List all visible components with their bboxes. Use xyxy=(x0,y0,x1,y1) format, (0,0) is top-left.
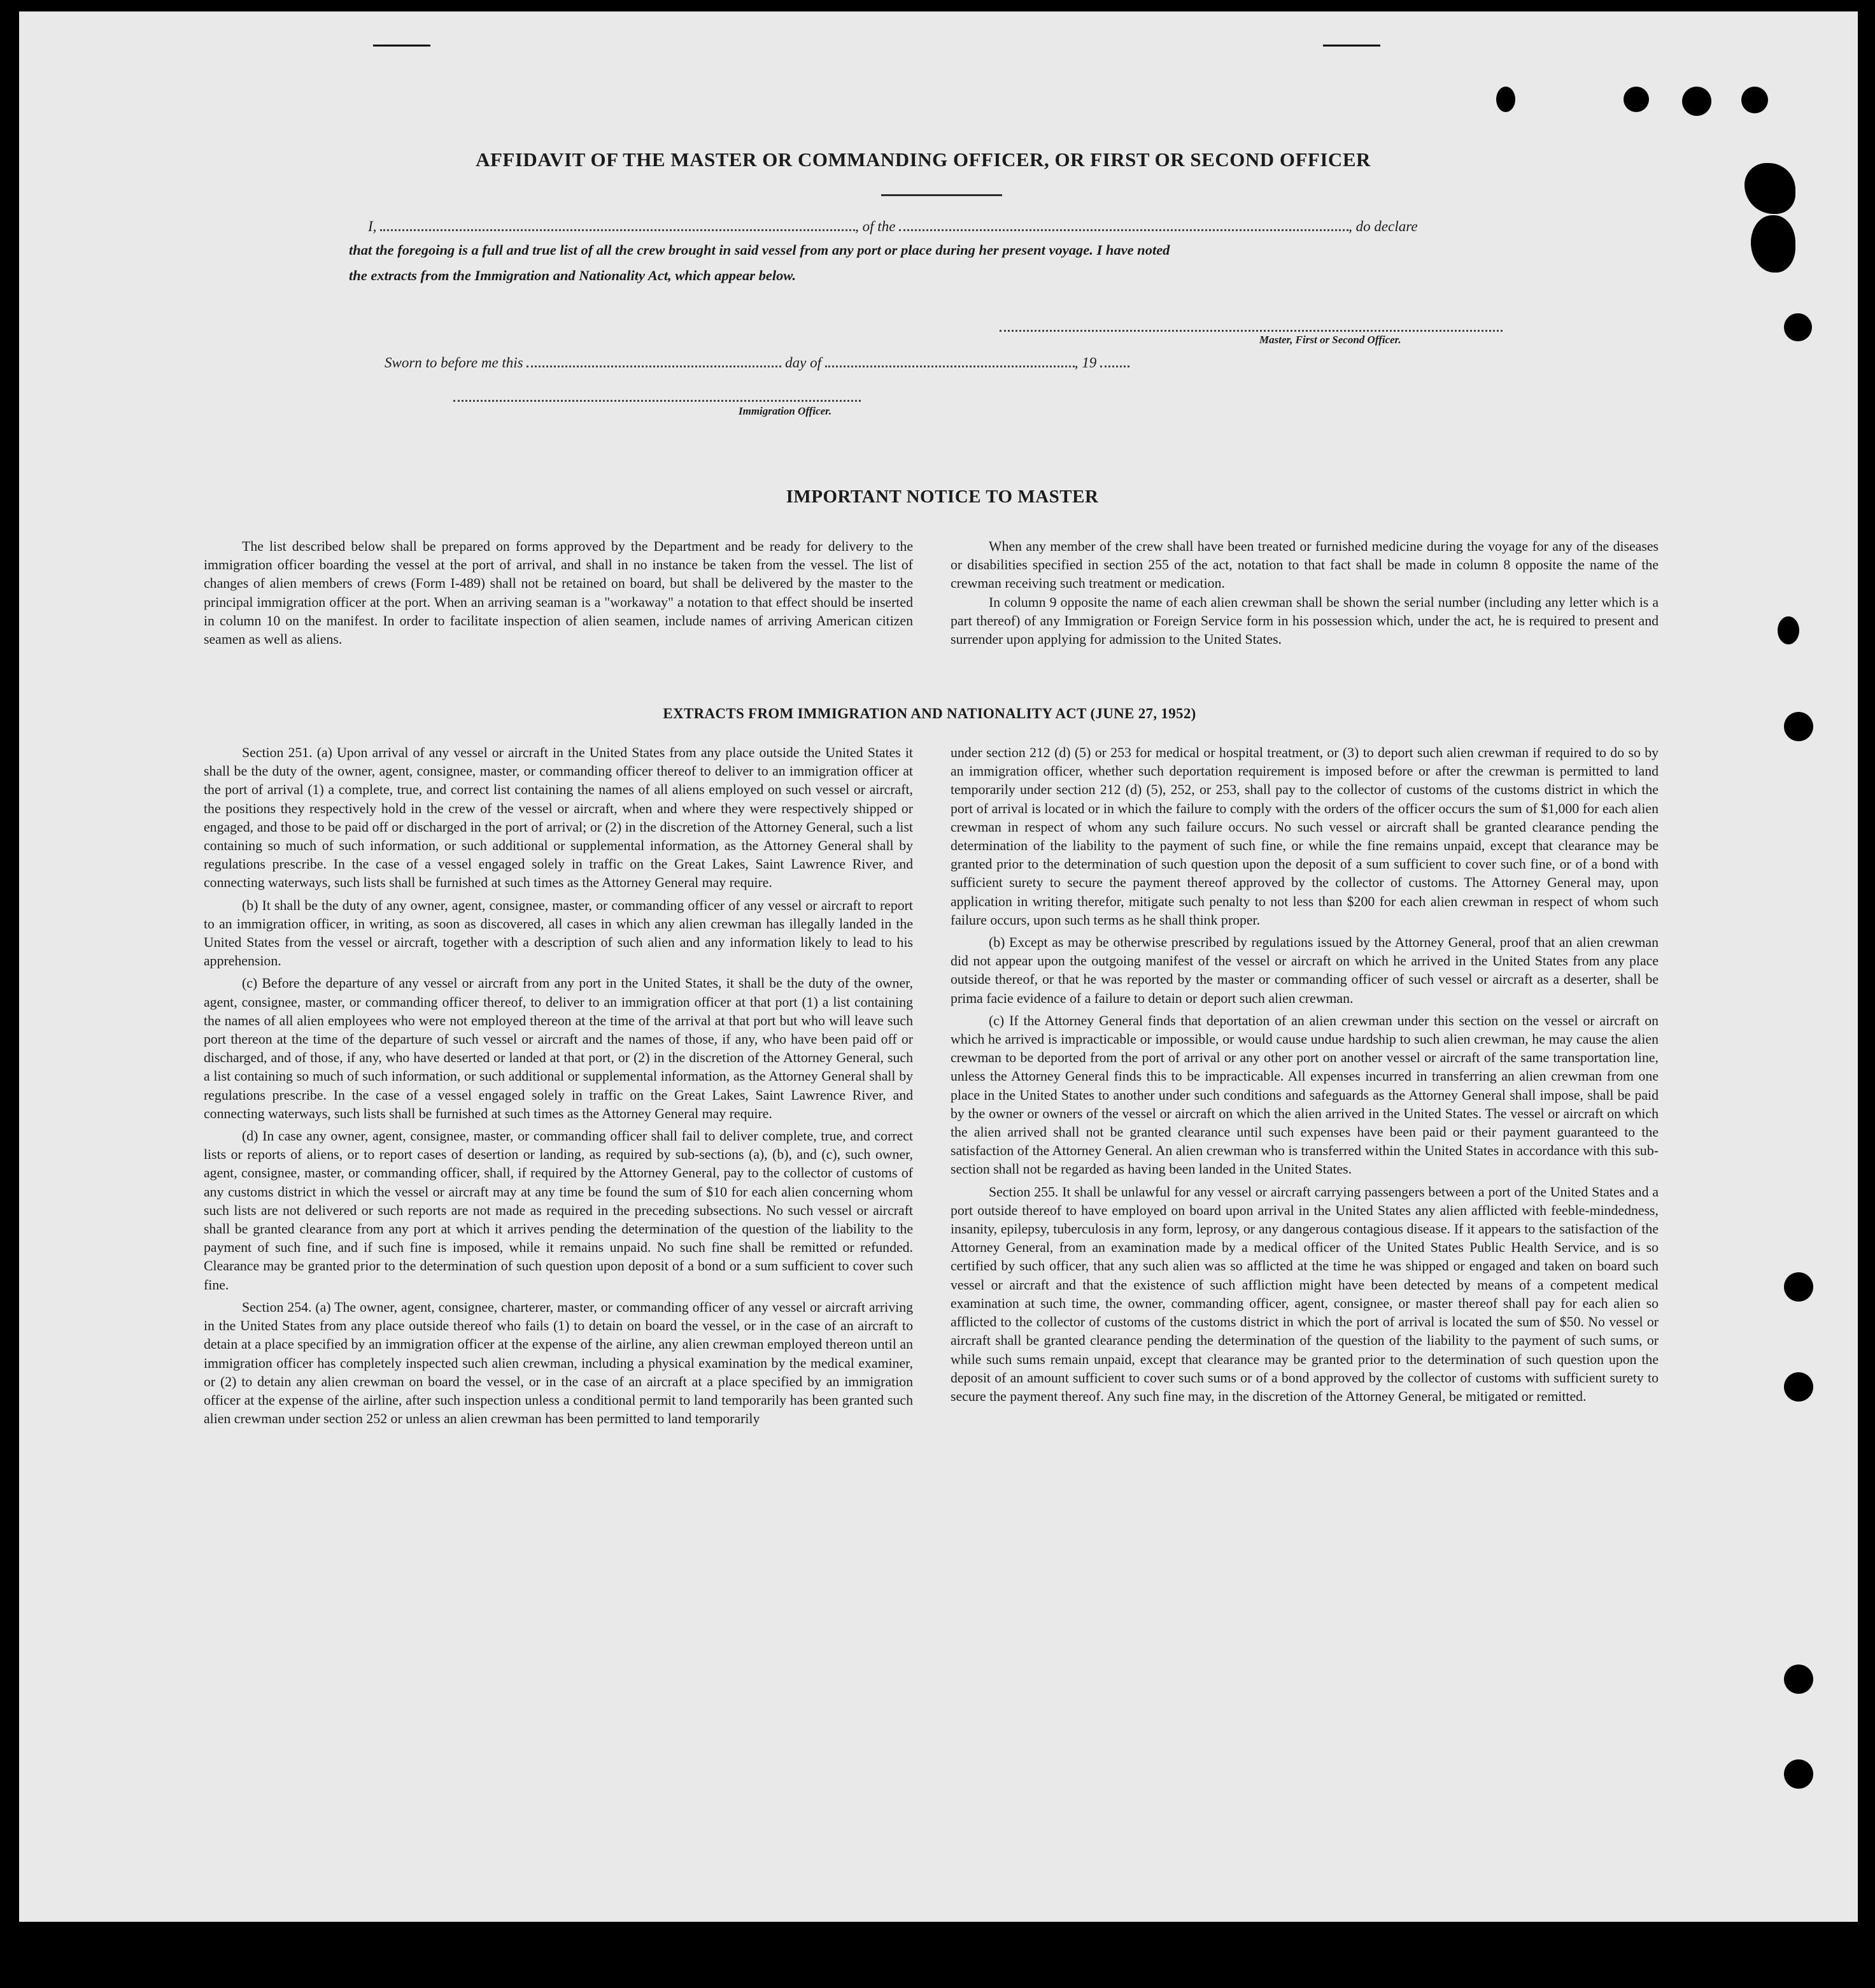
notice-left-paragraph: The list described below shall be prepared on forms approved by the Department and be ready for delivery to the immigration officer boarding the vessel at the port of arrival, and shall in no instance be taken from the vessel. The list of changes of alien members of crews (Form I-489) shall not be retained on board, but shall be delivered by the master to the principal immigration officer at the port. When an arriving seaman is a "workaway" a notation to that effect should be inserted in column 10 on the manifest. In order to facilitate inspection of alien seamen, include names of arriving American citizen seamen as well as aliens. xyxy=(204,539,913,648)
binder-hole xyxy=(1682,87,1711,116)
affidavit-title: AFFIDAVIT OF THE MASTER OR COMMANDING OFFICER, OR FIRST OR SECOND OFFICER xyxy=(476,148,1371,171)
year-prefix: , 19 xyxy=(1074,355,1097,371)
section-251-b: (b) It shall be the duty of any owner, agent, consignee, master, or commanding officer of any vessel or aircraft to report to an immigration officer, in writing, as soon as discovered, all cases in which any alien crewman has illegally landed in the United States from the vessel or aircraft, together with a description of such alien and any information likely to lead to his apprehension. xyxy=(204,897,913,969)
vessel-prefix: , of the xyxy=(855,218,896,234)
notice-heading: IMPORTANT NOTICE TO MASTER xyxy=(786,486,1099,507)
section-254-b: (b) Except as may be otherwise prescribed by regulations issued by the Attorney General, proof that an alien crewman did not appear upon the outgoing manifest of the vessel or aircraft on which he arrived in the United States from any place outside thereof, or that he was reported by the master or commanding officer of such vessel or aircraft as a deserter, shall be prima facie evidence of a failure to detain or deport such alien crewman. xyxy=(951,935,1659,1006)
sworn-prefix: Sworn to before me this xyxy=(385,355,523,371)
scan-mark xyxy=(373,45,430,46)
declare-suffix: , do declare xyxy=(1348,218,1418,234)
binder-hole xyxy=(1784,1759,1813,1789)
binder-hole xyxy=(1784,1665,1813,1694)
extracts-left-column xyxy=(204,744,913,1432)
declaration-text-2: the extracts from the Immigration and Nationality Act, which appear below. xyxy=(349,267,796,283)
notice-right-column xyxy=(951,537,1659,649)
extracts-right-column xyxy=(951,744,1659,1410)
section-251-d: (d) In case any owner, agent, consignee, master, or commanding officer shall fail to deliver complete, true, and correct lists or reports of aliens, or to report cases of desertion or landing, as required by sub-sections (a), (b), and (c), such owner, agent, consignee, master, or commanding officer, shall, if required by the Attorney General, pay to the collector of customs of any customs district in which the vessel or aircraft may at any time be found the sum of $10 for each alien concerning whom such lists are not delivered or such reports are not made as required in the preceding subsections. No such vessel or aircraft shall be granted clearance from any port at which it arrives pending the determination of the question of the liability to the payment of such fine, and if such fine is imposed, while it remains unpaid. No such fine shall be remitted or refunded. Clearance may be granted prior to the determination of such question upon deposit of a bond or a sum sufficient to cover such fine. xyxy=(204,1128,913,1293)
notice-left-column xyxy=(204,537,913,649)
binder-hole xyxy=(1741,87,1768,113)
declaration-line xyxy=(368,215,1418,235)
binder-hole xyxy=(1784,313,1812,341)
document-page xyxy=(19,11,1858,1922)
section-254-c: (c) If the Attorney General finds that deportation of an alien crewman under this section on the vessel or aircraft on which he arrived is impracticable or impossible, or would cause undue hardship to such alien crewman, he may cause the alien crewman to be deported from the port of arrival or any other port on another vessel or aircraft of the same transportation line, unless the Attorney General finds this to be impracticable. All expenses incurred in transferring an alien crewman from one place in the United States to another under such conditions and safeguards as the Attorney General shall impose, shall be paid by the owner or owners of the vessel or aircraft on which the alien arrived in the United States. The vessel or aircraft on which the alien arrived shall not be granted clearance until such expenses have been paid or their payment guaranteed to the satisfaction of the Attorney General. An alien crewman who is transferred within the United States in accordance with this sub-section shall not be regarded as having been landed in the United States. xyxy=(951,1012,1659,1177)
binder-hole xyxy=(1784,1372,1813,1402)
declaration-text-1: that the foregoing is a full and true list of all the crew brought in said vessel from any port or place during her present voyage. I have noted xyxy=(349,242,1170,258)
master-caption: Master, First or Second Officer. xyxy=(1259,334,1401,346)
section-251-c: (c) Before the departure of any vessel or aircraft from any port in the United States, it shall be the duty of the owner, agent, consignee, master, or commanding officer thereof, to deliver to an immigration officer at that port (1) a list containing the names of all alien employees who were not employed thereon at the time of the arrival at that port but who will leave such port thereon at the time of the departure of such vessel or aircraft and the names of those, if any, who have been paid off or discharged, and of those, if any, who have deserted or landed at that port, or (2) in the discretion of the Attorney General, such a list containing so much of such information, or such additional or supplemental information, as the Attorney General shall by regulations prescribe. In the case of a vessel engaged solely in traffic on the Great Lakes, Saint Lawrence River, and connecting waterways, such lists shall be furnished at such times as the Attorney General may require. xyxy=(204,976,913,1121)
title-rule xyxy=(881,194,1002,196)
notice-right-paragraph-1: When any member of the crew shall have been treated or furnished medicine during the voyage for any of the diseases or disabilities specified in section 255 of the act, notation to that fact shall be made in column 8 opposite the name of the crewman receiving such treatment or medication. xyxy=(951,539,1659,592)
section-254-a-continued: under section 212 (d) (5) or 253 for medical or hospital treatment, or (3) to deport such alien crewman if required to do so by an immigration officer, whether such deportation requirement is imposed before or after the crewman is permitted to land temporarily under section 212 (d) (5), 252, or 253, shall pay to the collector of customs of the customs district in which the port of arrival is located or in which the failure to comply with the orders of the officer occurs the sum of $1,000 for each alien crewman in respect of whom any such failure occurs. No such vessel or aircraft shall be granted clearance pending the determination of the liability to the payment of such fine, or while the fine remains unpaid, except that clearance may be granted prior to the determination of such question upon the deposit of a sum sufficient to cover such fine, or of a bond with sufficient surety to secure the payment thereof approved by the collector of customs. The Attorney General may, upon application in writing therefor, mitigate such penalty to not less than $200 for each alien crewman in respect of whom such failure occurs, upon such terms as he shall think proper. xyxy=(951,745,1659,928)
declarant-prefix: I, xyxy=(368,218,377,234)
day-of-label: day of xyxy=(785,355,821,371)
sworn-month-field[interactable] xyxy=(825,351,1075,367)
scan-mark xyxy=(1323,45,1380,46)
binder-hole xyxy=(1784,712,1813,741)
binder-hole xyxy=(1744,163,1795,214)
extracts-heading: EXTRACTS FROM IMMIGRATION AND NATIONALITY ACT (JUNE 27, 1952) xyxy=(663,706,1196,721)
declarant-name-field[interactable] xyxy=(380,215,855,231)
binder-hole xyxy=(1778,616,1799,644)
vessel-name-field[interactable] xyxy=(899,215,1348,231)
binder-hole xyxy=(1751,215,1795,273)
binder-hole xyxy=(1784,1272,1813,1302)
sworn-line xyxy=(385,351,1129,371)
immigration-officer-signature-line[interactable] xyxy=(453,399,861,402)
section-251-a: Section 251. (a) Upon arrival of any vessel or aircraft in the United States from any place outside the United States it shall be the duty of the owner, agent, consignee, master, or commanding officer thereof to deliver to an immigration officer at the port of arrival (1) a complete, true, and correct list containing the names of all aliens employed on such vessel or aircraft, the positions they respectively hold in the crew of the vessel or aircraft, when and where they were respectively shipped or engaged, and those to be paid off or discharged in the port of arrival; or (2) in the discretion of the Attorney General, such a list containing so much of such information, or such additional or supplemental information, as the Attorney General shall by regulations prescribe. In the case of a vessel engaged solely in traffic on the Great Lakes, Saint Lawrence River, and connecting waterways, such lists shall be furnished at such times as the Attorney General may require. xyxy=(204,745,913,891)
master-signature-line[interactable] xyxy=(1000,329,1503,332)
officer-caption: Immigration Officer. xyxy=(739,405,832,417)
binder-hole xyxy=(1624,87,1649,112)
notice-right-paragraph-2: In column 9 opposite the name of each alien crewman shall be shown the serial number (including any letter which is a part thereof) of any Immigration or Foreign Service form in his possession which, under the act, he is required to present and surrender upon applying for admission to the United States. xyxy=(951,594,1659,648)
sworn-year-field[interactable] xyxy=(1100,351,1129,367)
section-254-a: Section 254. (a) The owner, agent, consignee, charterer, master, or commanding officer of any vessel or aircraft arriving in the United States from any place outside thereof who fails (1) to detain on board the vessel, or in the case of an aircraft to detain at a place specified by an immigration officer at the expense of the airline, any alien crewman employed thereon until an immigration officer has completely inspected such alien crewman, including a physical examination by the medical examiner, or (2) to detain any alien crewman on board the vessel, or in the case of an aircraft at a place specified by an immigration officer at the expense of the airline, after such inspection unless a conditional permit to land temporarily has been granted such alien crewman under section 252 or unless an alien crewman has been permitted to land temporarily xyxy=(204,1299,913,1427)
binder-hole xyxy=(1496,87,1515,112)
section-255: Section 255. It shall be unlawful for any vessel or aircraft carrying passengers between a port of the United States and a port outside thereof to have employed on board upon arrival in the United States any alien afflicted with feeble-mindedness, insanity, epilepsy, tuberculosis in any form, leprosy, or any dangerous contagious disease. If it appears to the satisfaction of the Attorney General, from an examination made by a medical officer of the United States Public Health Service, and is so certified by such officer, that any such alien was so afflicted at the time he was shipped or engaged and taken on board such vessel or aircraft and that the existence of such affliction might have been detected by means of a competent medical examination at such time, the owner, commanding officer, agent, consignee, or master thereof shall pay for each alien so afflicted to the collector of customs of the customs district in which the port of arrival is located the sum of $50. No vessel or aircraft shall be granted clearance pending the determination of the question of the liability to the payment of such sums, or while such sums remain unpaid, except that clearance may be granted prior to the determination of such question upon the deposit of an amount sufficient to cover such sums or of a bond approved by the collector of customs with sufficient surety to secure the payment thereof. Any such fine may, in the discretion of the Attorney General, be mitigated or remitted. xyxy=(951,1184,1659,1404)
sworn-day-field[interactable] xyxy=(527,351,781,367)
